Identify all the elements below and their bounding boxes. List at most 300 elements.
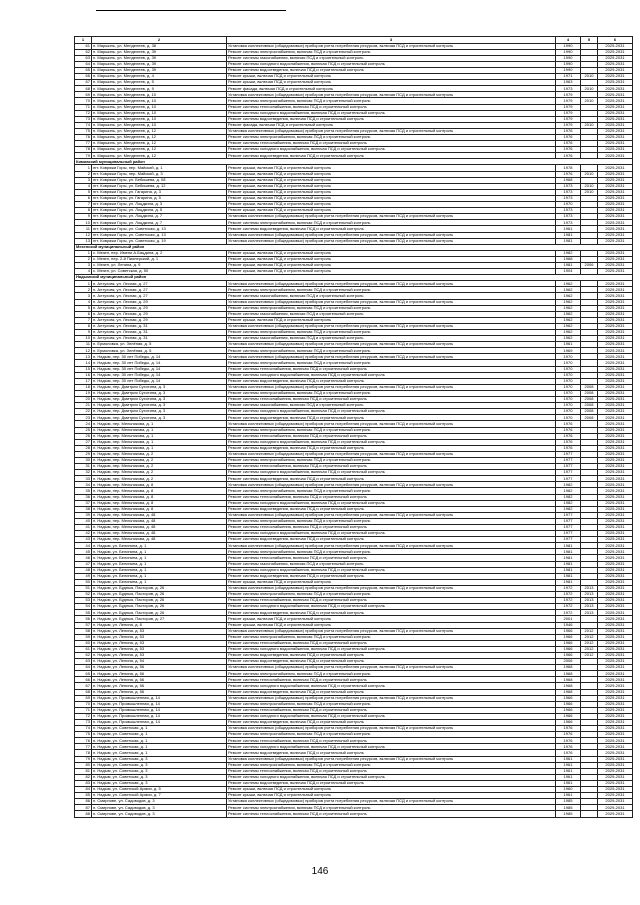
period-cell: 2029-2031: [598, 476, 633, 482]
work-type-cell: Ремонт системы холодного водоснабжения, включая ПСД и строительный контроль: [227, 61, 556, 67]
period-cell: 2029-2031: [598, 189, 633, 195]
work-type-cell: Ремонт системы холодного водоснабжения, включая ПСД и строительный контроль: [227, 147, 556, 153]
period-cell: 2029-2031: [598, 220, 633, 226]
row-number: 88: [75, 811, 92, 817]
row-number: 12: [75, 232, 92, 238]
work-type-cell: Ремонт системы холодного водоснабжения, включая ПСД и строительный контроль: [227, 567, 556, 573]
build-year-cell: 1976: [556, 445, 581, 451]
build-year-cell: 1972: [556, 585, 581, 591]
row-number: 43: [75, 537, 92, 543]
address-cell: п. Надым, ул. Ленина, д. 53: [92, 628, 227, 634]
work-type-cell: Ремонт системы электроснабжения, включая ПСД и строительный контроль: [227, 427, 556, 433]
row-number: 84: [75, 787, 92, 793]
work-type-cell: Ремонт системы водоотведения, включая ПСД и строительный контроль: [227, 780, 556, 786]
row-number: 17: [75, 378, 92, 384]
build-year-cell: 1981: [556, 543, 581, 549]
row-number: 1: [75, 281, 92, 287]
period-cell: 2029-2031: [598, 762, 633, 768]
row-number: 82: [75, 774, 92, 780]
period-cell: 2029-2031: [598, 652, 633, 658]
address-cell: п. Надым, пер. Дмитрия Сухотина, д. 3: [92, 409, 227, 415]
build-year-cell: 1985: [556, 805, 581, 811]
build-year-cell: 1962: [556, 287, 581, 293]
period-cell: 2029-2031: [598, 98, 633, 104]
address-cell: п. Надым, ул. Будныя, Пасторов, д. 26: [92, 604, 227, 610]
overhaul-year-cell: 2008: [581, 384, 598, 390]
row-number: 6: [75, 195, 92, 201]
row-number: 56: [75, 616, 92, 622]
build-year-cell: 1962: [556, 281, 581, 287]
build-year-cell: 1977: [556, 457, 581, 463]
row-number: 70: [75, 98, 92, 104]
address-cell: п. Надым, пер. Мельникова, д. 2: [92, 457, 227, 463]
work-type-cell: Установка коллективных (общедомовых) приборов учета потребления ресурсов, включая ПСД и строительный контроль: [227, 512, 556, 518]
work-type-cell: Установка коллективных (общедомовых) приборов учета потребления ресурсов, включая ПСД и строительный контроль: [227, 451, 556, 457]
address-cell: п. Надым, ул. Ленина, д. 53: [92, 640, 227, 646]
address-cell: п. Надым, ул. Белинина, д. 1: [92, 573, 227, 579]
section-title: Кимовский муниципальный район: [75, 159, 633, 165]
row-number: 73: [75, 720, 92, 726]
build-year-cell: 1961: [556, 793, 581, 799]
build-year-cell: 1985: [556, 811, 581, 817]
address-cell: п. Надым, ул. Будныя, Пасторов, д. 26: [92, 592, 227, 598]
row-number: 1: [75, 165, 92, 171]
address-cell: п. Надым, пер. 30 лет Победы, д. 14: [92, 354, 227, 360]
work-type-cell: Ремонт системы газоснабжения, включая ПСД и строительный контроль: [227, 311, 556, 317]
period-cell: 2029-2031: [598, 500, 633, 506]
period-cell: 2029-2031: [598, 610, 633, 616]
row-number: 3: [75, 177, 92, 183]
address-cell: п. Маршинь, ул. Менделеев, д. 4: [92, 74, 227, 80]
period-cell: 2029-2031: [598, 768, 633, 774]
section-title: Мезенский муниципальный район: [75, 244, 633, 250]
work-type-cell: Установка коллективных (общедомовых) приборов учета потребления ресурсов, включая ПСД и строительный контроль: [227, 299, 556, 305]
row-number: 54: [75, 604, 92, 610]
work-type-cell: Ремонт системы холодного водоснабжения, включая ПСД и строительный контроль: [227, 439, 556, 445]
period-cell: 2029-2031: [598, 43, 633, 49]
period-cell: 2029-2031: [598, 628, 633, 634]
build-year-cell: 1970: [556, 366, 581, 372]
build-year-cell: 1982: [556, 500, 581, 506]
address-cell: п. Надым, пер. Мельникова, д. 8: [92, 482, 227, 488]
build-year-cell: 1973: [556, 214, 581, 220]
address-cell: пгт. Ковряжи Горы, ул. Советская, д. 13: [92, 232, 227, 238]
column-header: 6: [598, 37, 633, 44]
build-year-cell: 1976: [556, 744, 581, 750]
period-cell: 2029-2031: [598, 555, 633, 561]
row-number: 86: [75, 799, 92, 805]
address-cell: п. Надым, ул. Ленина, д. 54: [92, 659, 227, 665]
overhaul-year-cell: 2010: [581, 122, 598, 128]
row-number: 23: [75, 415, 92, 421]
period-cell: 2029-2031: [598, 397, 633, 403]
build-year-cell: 1966: [556, 652, 581, 658]
row-number: 5: [75, 189, 92, 195]
period-cell: 2029-2031: [598, 372, 633, 378]
build-year-cell: 1982: [556, 250, 581, 256]
build-year-cell: 1972: [556, 598, 581, 604]
overhaul-year-cell: 2010: [581, 74, 598, 80]
period-cell: 2029-2031: [598, 92, 633, 98]
address-cell: п. Маршинь, ул. Менделеев, д. 10: [92, 92, 227, 98]
row-number: 2: [75, 256, 92, 262]
address-cell: п. Надым, ул. Промышленная, д. 14: [92, 701, 227, 707]
address-cell: пгт. Ковряжи Горы, ул. Бебишева, д. 08: [92, 177, 227, 183]
work-type-cell: Ремонт крыши, включая ПСД и строительный контроль: [227, 616, 556, 622]
row-number: 69: [75, 92, 92, 98]
row-number: 12: [75, 348, 92, 354]
build-year-cell: 1968: [556, 177, 581, 183]
address-cell: п. Надым, пер. Мельникова, д. 1: [92, 421, 227, 427]
work-type-cell: Ремонт системы теплоснабжения, включая ПСД и строительный контроль: [227, 494, 556, 500]
build-year-cell: 1976: [556, 421, 581, 427]
work-type-cell: Ремонт системы электроснабжения, включая ПСД и строительный контроль: [227, 488, 556, 494]
row-number: 76: [75, 738, 92, 744]
period-cell: 2029-2031: [598, 592, 633, 598]
address-cell: п. Надым, ул. Советская, д. 3: [92, 774, 227, 780]
row-number: 39: [75, 512, 92, 518]
overhaul-year-cell: 2010: [581, 183, 598, 189]
build-year-cell: 1977: [556, 537, 581, 543]
period-cell: 2029-2031: [598, 805, 633, 811]
period-cell: 2029-2031: [598, 756, 633, 762]
work-type-cell: Установка коллективных (общедомовых) приборов учета потребления ресурсов, включая ПСД и строительный контроль: [227, 585, 556, 591]
row-number: 13: [75, 238, 92, 244]
work-type-cell: Установка коллективных (общедомовых) приборов учета потребления ресурсов, включая ПСД и строительный контроль: [227, 238, 556, 244]
row-number: 47: [75, 561, 92, 567]
address-cell: п. Маршинь, ул. Менделеев, д. 10: [92, 122, 227, 128]
work-type-cell: Установка коллективных (общедомовых) приборов учета потребления ресурсов, включая ПСД и строительный контроль: [227, 628, 556, 634]
address-cell: п. Надым, ул. Ленина, д. 56: [92, 665, 227, 671]
period-cell: 2029-2031: [598, 55, 633, 61]
build-year-cell: 1982: [556, 494, 581, 500]
address-cell: п. Надым, пер. Дмитрия Сухотина, д. 3: [92, 403, 227, 409]
row-number: 62: [75, 652, 92, 658]
work-type-cell: Ремонт системы электроснабжения, включая ПСД и строительный контроль: [227, 135, 556, 141]
work-type-cell: Ремонт системы холодного водоснабжения, включая ПСД и строительный контроль: [227, 646, 556, 652]
row-number: 68: [75, 689, 92, 695]
build-year-cell: 1970: [556, 372, 581, 378]
address-cell: пгт. Ковряжи Горы, пер. Майский, д. 3: [92, 171, 227, 177]
work-type-cell: Ремонт системы газоснабжения, включая ПСД и строительный контроль: [227, 403, 556, 409]
build-year-cell: 1970: [556, 202, 581, 208]
address-cell: п. Надым, ул. Белинина, д. 1: [92, 561, 227, 567]
row-number: 3: [75, 293, 92, 299]
row-number: 7: [75, 317, 92, 323]
work-type-cell: Ремонт системы водоотведения, включая ПСД и строительный контроль: [227, 659, 556, 665]
work-type-cell: Ремонт крыши, включая ПСД и строительный контроль: [227, 250, 556, 256]
address-cell: п. Надым, пер. Мельникова, д. 8: [92, 488, 227, 494]
row-number: 16: [75, 372, 92, 378]
build-year-cell: 1968: [556, 683, 581, 689]
address-cell: п. Надым, ул. Белинина, д. 1: [92, 549, 227, 555]
work-type-cell: Установка коллективных (общедомовых) приборов учета потребления ресурсов, включая ПСД и строительный контроль: [227, 232, 556, 238]
address-cell: п. Надым, пер. 30 лет Победы, д. 14: [92, 378, 227, 384]
address-cell: п. Надым, пер. Мельникова, д. 2: [92, 464, 227, 470]
build-year-cell: 1961: [556, 226, 581, 232]
address-cell: с. Мезен, ул. Советская, д. 50: [92, 269, 227, 275]
address-cell: пгт. Ковряжи Горы, ул. Гагарина, д. 5: [92, 195, 227, 201]
address-cell: п. Надым, пер. Мельникова, д. 48: [92, 537, 227, 543]
build-year-cell: 1977: [556, 464, 581, 470]
row-number: 62: [75, 49, 92, 55]
work-type-cell: Ремонт системы теплоснабжения, включая ПСД и строительный контроль: [227, 464, 556, 470]
row-number: 5: [75, 305, 92, 311]
work-type-cell: Ремонт крыши, включая ПСД и строительный контроль: [227, 317, 556, 323]
build-year-cell: 1968: [556, 689, 581, 695]
period-cell: 2029-2031: [598, 183, 633, 189]
row-number: 32: [75, 470, 92, 476]
work-type-cell: Ремонт системы газоснабжения, включая ПСД и строительный контроль: [227, 561, 556, 567]
period-cell: 2029-2031: [598, 793, 633, 799]
overhaul-year-cell: 2010: [581, 86, 598, 92]
period-cell: 2029-2031: [598, 74, 633, 80]
overhaul-year-cell: 2010: [581, 98, 598, 104]
work-type-cell: Ремонт системы газоснабжения, включая ПСД и строительный контроль: [227, 336, 556, 342]
address-cell: с. Мезен, пер. Имени А.Бацдина, д. 2: [92, 250, 227, 256]
work-type-cell: Ремонт системы электроснабжения, включая ПСД и строительный контроль: [227, 518, 556, 524]
work-type-cell: Ремонт системы теплоснабжения, включая ПСД и строительный контроль: [227, 738, 556, 744]
build-year-cell: 1966: [556, 640, 581, 646]
period-cell: 2029-2031: [598, 774, 633, 780]
build-year-cell: 1981: [556, 238, 581, 244]
overhaul-year-cell: 2006: [581, 262, 598, 268]
build-year-cell: 1976: [556, 750, 581, 756]
build-year-cell: 1966: [556, 720, 581, 726]
address-cell: п. Алтуховк, ул. Лесная, д. 29: [92, 311, 227, 317]
address-cell: п. Маршинь, ул. Менделеев, д. 12: [92, 141, 227, 147]
period-cell: 2029-2031: [598, 348, 633, 354]
row-number: 67: [75, 80, 92, 86]
work-type-cell: Ремонт системы электроснабжения, включая ПСД и строительный контроль: [227, 98, 556, 104]
work-type-cell: Ремонт системы электроснабжения, включая ПСД и строительный контроль: [227, 348, 556, 354]
top-rule: [96, 10, 286, 11]
address-cell: п. Надым, пер. Дмитрия Сухотина, д. 3: [92, 384, 227, 390]
work-type-cell: Ремонт системы электроснабжения, включая ПСД и строительный контроль: [227, 287, 556, 293]
period-cell: 2029-2031: [598, 384, 633, 390]
build-year-cell: 1961: [556, 774, 581, 780]
address-cell: п. Надым, пер. Мельникова, д. 2: [92, 470, 227, 476]
overhaul-year-cell: 2013: [581, 598, 598, 604]
overhaul-year-cell: 2008: [581, 397, 598, 403]
overhaul-year-cell: 2013: [581, 610, 598, 616]
period-cell: 2029-2031: [598, 250, 633, 256]
address-cell: п. Надым, ул. Промышленная, д. 14: [92, 695, 227, 701]
address-cell: п. Надым, ул. Советская, д. 1: [92, 738, 227, 744]
work-type-cell: Ремонт системы электроснабжения, включая ПСД и строительный контроль: [227, 360, 556, 366]
table-header-row: [75, 37, 633, 44]
address-cell: п. Надым, ул. Ленина, д. 53: [92, 646, 227, 652]
build-year-cell: 1966: [556, 713, 581, 719]
period-cell: 2029-2031: [598, 744, 633, 750]
row-number: 7: [75, 202, 92, 208]
work-type-cell: Ремонт системы водоотведения, включая ПСД и строительный контроль: [227, 537, 556, 543]
build-year-cell: 1973: [556, 189, 581, 195]
work-type-cell: Установка коллективных (общедомовых) приборов учета потребления ресурсов, включая ПСД и строительный контроль: [227, 281, 556, 287]
period-cell: 2029-2031: [598, 604, 633, 610]
address-cell: п. Надым, ул. Ленина, д. 53: [92, 634, 227, 640]
period-cell: 2029-2031: [598, 354, 633, 360]
address-cell: п. Надым, пер. Дмитрия Сухотина, д. 3: [92, 415, 227, 421]
build-year-cell: 1982: [556, 506, 581, 512]
period-cell: 2029-2031: [598, 360, 633, 366]
address-cell: п. Надым, пер. Мельникова, д. 48: [92, 525, 227, 531]
row-number: 74: [75, 726, 92, 732]
build-year-cell: 1973: [556, 220, 581, 226]
work-type-cell: Ремонт системы электроснабжения, включая ПСД и строительный контроль: [227, 762, 556, 768]
period-cell: 2029-2031: [598, 171, 633, 177]
build-year-cell: 1976: [556, 141, 581, 147]
row-number: 78: [75, 750, 92, 756]
row-number: 79: [75, 756, 92, 762]
work-type-cell: Ремонт системы холодного водоснабжения, включая ПСД и строительный контроль: [227, 531, 556, 537]
row-number: 9: [75, 214, 92, 220]
period-cell: 2029-2031: [598, 135, 633, 141]
overhaul-year-cell: 2010: [581, 171, 598, 177]
address-cell: п. Надым, пер. Мельникова, д. 1: [92, 427, 227, 433]
overhaul-year-cell: 2012: [581, 646, 598, 652]
work-type-cell: Установка коллективных (общедомовых) приборов учета потребления ресурсов, включая ПСД и строительный контроль: [227, 92, 556, 98]
work-type-cell: Ремонт фасада, включая ПСД и строительный контроль: [227, 122, 556, 128]
work-type-cell: Ремонт фасада, включая ПСД и строительный контроль: [227, 86, 556, 92]
address-cell: п. Маршинь, ул. Менделеев, д. 39: [92, 49, 227, 55]
period-cell: 2029-2031: [598, 482, 633, 488]
work-type-cell: Ремонт системы холодного водоснабжения, включая ПСД и строительный контроль: [227, 774, 556, 780]
work-type-cell: Ремонт крыши, включая ПСД и строительный контроль: [227, 208, 556, 214]
works-table: [74, 36, 633, 818]
address-cell: пгт. Ковряжи Горы, ул. Бебишева, д. 12: [92, 183, 227, 189]
address-cell: п. Маршинь, ул. Менделеев, д. 39: [92, 55, 227, 61]
row-number: 81: [75, 768, 92, 774]
period-cell: 2029-2031: [598, 433, 633, 439]
row-number: 72: [75, 110, 92, 116]
build-year-cell: 1972: [556, 604, 581, 610]
period-cell: 2029-2031: [598, 683, 633, 689]
period-cell: 2029-2031: [598, 110, 633, 116]
work-type-cell: Ремонт системы электроснабжения, включая ПСД и строительный контроль: [227, 330, 556, 336]
period-cell: 2029-2031: [598, 598, 633, 604]
work-type-cell: Ремонт крыши, включая ПСД и строительный контроль: [227, 171, 556, 177]
period-cell: 2029-2031: [598, 61, 633, 67]
build-year-cell: 1970: [556, 403, 581, 409]
build-year-cell: 1961: [556, 756, 581, 762]
row-number: 59: [75, 634, 92, 640]
overhaul-year-cell: 2008: [581, 415, 598, 421]
row-number: 51: [75, 585, 92, 591]
address-cell: п. Надым, пер. Мельникова, д. 48: [92, 518, 227, 524]
period-cell: 2029-2031: [598, 464, 633, 470]
address-cell: п. Надым, ул. Будныя, Пасторов, д. 26: [92, 610, 227, 616]
build-year-cell: 1977: [556, 518, 581, 524]
period-cell: 2029-2031: [598, 104, 633, 110]
table-row: [75, 811, 633, 817]
work-type-cell: Ремонт системы электроснабжения, включая ПСД и строительный контроль: [227, 457, 556, 463]
row-number: 73: [75, 116, 92, 122]
address-cell: пгт. Ковряжи Горы, ул. Лоцдкина, д. 7: [92, 220, 227, 226]
address-cell: п. Надым, ул. Советская, д. 3: [92, 780, 227, 786]
build-year-cell: 1973: [556, 208, 581, 214]
address-cell: п. Надым, пер. Мельникова, д. 2: [92, 476, 227, 482]
period-cell: 2029-2031: [598, 147, 633, 153]
row-number: 40: [75, 518, 92, 524]
overhaul-year-cell: 2012: [581, 628, 598, 634]
period-cell: 2029-2031: [598, 177, 633, 183]
address-cell: пгт. Ковряжи Горы, ул. Гагарина, д. 3: [92, 189, 227, 195]
address-cell: п. Алтуховк, ул. Лесная, д. 27: [92, 281, 227, 287]
work-type-cell: Ремонт системы водоотведения, включая ПСД и строительный контроль: [227, 750, 556, 756]
period-cell: 2029-2031: [598, 549, 633, 555]
work-type-cell: Ремонт крыши, включая ПСД и строительный контроль: [227, 262, 556, 268]
address-cell: п. Надым, пер. 30 лет Победы, д. 14: [92, 366, 227, 372]
row-number: 53: [75, 598, 92, 604]
work-type-cell: Ремонт системы теплоснабжения, включая ПСД и строительный контроль: [227, 768, 556, 774]
address-cell: п. Надым, пер. Дмитрия Сухотина, д. 3: [92, 397, 227, 403]
row-number: 61: [75, 646, 92, 652]
period-cell: 2029-2031: [598, 226, 633, 232]
work-type-cell: Ремонт крыши, включая ПСД и строительный контроль: [227, 256, 556, 262]
row-number: 74: [75, 122, 92, 128]
row-number: 68: [75, 86, 92, 92]
row-number: 37: [75, 500, 92, 506]
address-cell: п. Надым, ул. Будныя, Пасторов, д. 27: [92, 616, 227, 622]
build-year-cell: 1976: [556, 439, 581, 445]
build-year-cell: 1962: [556, 336, 581, 342]
build-year-cell: 1977: [556, 512, 581, 518]
work-type-cell: Ремонт системы электроснабжения, включая ПСД и строительный контроль: [227, 390, 556, 396]
address-cell: п. Надым, ул. Ленина, д. 56: [92, 689, 227, 695]
build-year-cell: 1990: [556, 43, 581, 49]
row-number: 10: [75, 336, 92, 342]
period-cell: 2029-2031: [598, 445, 633, 451]
period-cell: 2029-2031: [598, 153, 633, 159]
work-type-cell: Установка коллективных (общедомовых) приборов учета потребления ресурсов, включая ПСД и строительный контроль: [227, 695, 556, 701]
period-cell: 2029-2031: [598, 336, 633, 342]
work-type-cell: Установка коллективных (общедомовых) приборов учета потребления ресурсов, включая ПСД и строительный контроль: [227, 421, 556, 427]
row-number: 1: [75, 250, 92, 256]
period-cell: 2029-2031: [598, 342, 633, 348]
work-type-cell: Установка коллективных (общедомовых) приборов учета потребления ресурсов, включая ПСД и строительный контроль: [227, 342, 556, 348]
row-number: 52: [75, 592, 92, 598]
work-type-cell: Ремонт системы теплоснабжения, включая ПСД и строительный контроль: [227, 525, 556, 531]
row-number: 4: [75, 269, 92, 275]
period-cell: 2029-2031: [598, 567, 633, 573]
build-year-cell: 1968: [556, 677, 581, 683]
period-cell: 2029-2031: [598, 403, 633, 409]
work-type-cell: Ремонт системы холодного водоснабжения, включая ПСД и строительный контроль: [227, 744, 556, 750]
work-type-cell: Ремонт системы теплоснабжения, включая ПСД и строительный контроль: [227, 141, 556, 147]
work-type-cell: Установка коллективных (общедомовых) приборов учета потребления ресурсов, включая ПСД и строительный контроль: [227, 665, 556, 671]
row-number: 79: [75, 153, 92, 159]
work-type-cell: Ремонт системы холодного водоснабжения, включая ПСД и строительный контроль: [227, 110, 556, 116]
address-cell: с. Мезен, пер. 2-й Пионерский, д. 1: [92, 256, 227, 262]
address-cell: п. Надым, ул. Ленина, д. 53: [92, 652, 227, 658]
period-cell: 2029-2031: [598, 494, 633, 500]
row-number: 87: [75, 805, 92, 811]
period-cell: 2029-2031: [598, 409, 633, 415]
build-year-cell: 1966: [556, 701, 581, 707]
row-number: 46: [75, 555, 92, 561]
work-type-cell: Ремонт системы теплоснабжения, включая ПСД и строительный контроль: [227, 366, 556, 372]
period-cell: 2029-2031: [598, 671, 633, 677]
work-type-cell: Ремонт системы теплоснабжения, включая ПСД и строительный контроль: [227, 598, 556, 604]
address-cell: п. Надым, пер. 30 лет Победы, д. 14: [92, 360, 227, 366]
period-cell: 2029-2031: [598, 311, 633, 317]
build-year-cell: 1977: [556, 531, 581, 537]
build-year-cell: 1976: [556, 732, 581, 738]
address-cell: п. Надым, пер. Мельникова, д. 1: [92, 439, 227, 445]
work-type-cell: Ремонт крыши, включая ПСД и строительный контроль: [227, 165, 556, 171]
row-number: 77: [75, 141, 92, 147]
